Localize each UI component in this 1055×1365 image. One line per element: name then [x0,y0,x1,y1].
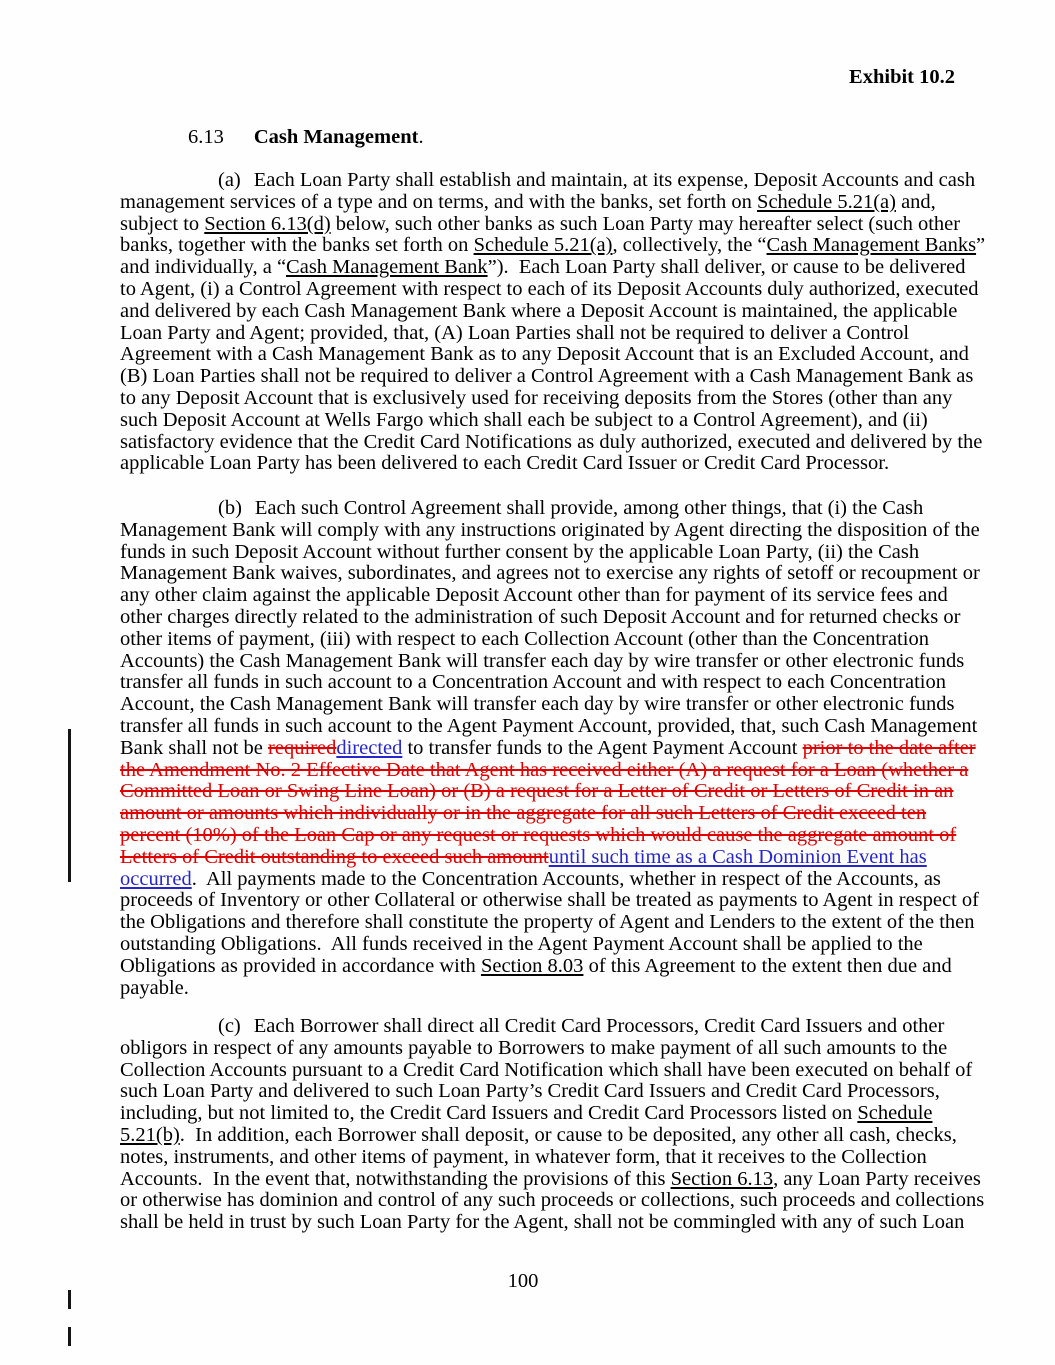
text-line [120,279,1000,301]
underlined-reference: Cash Management Bank [286,256,488,279]
inserted-text: until such time as a Cash Dominion Event has [548,845,927,868]
text-run: Collection Accounts pursuant to a Credit Card Notification which shall have been executed on behalf of [120,1058,973,1081]
text-line [120,651,1000,673]
text-line [120,257,1000,279]
text-line [120,629,1000,651]
text-run: ”). Each Loan Party shall deliver, or cause to be delivered [487,256,966,279]
text-run: other items of payment, (iii) with respect to each Collection Account (other than the Concentration [120,627,929,650]
text-run: Bank shall not be [120,736,269,759]
text-run: obligors in respect of any amounts payable to Borrowers to make payment of all such amounts to the [120,1036,948,1059]
text-run: and delivered by each Cash Management Bank where a Deposit Account is maintained, the applicable [120,299,958,322]
text-run: to any Deposit Account that is exclusively used for receiving deposits from the Stores (other than any [120,386,953,409]
text-line [120,1060,1000,1082]
text-run: management services of a type and on terms, and with the banks, set forth on [120,190,758,213]
text-line [120,1016,1000,1038]
text-run: payable. [120,976,189,999]
text-run: satisfactory evidence that the Credit Card Notifications as duly authorized, executed and delivered by the [120,430,983,453]
text-line [120,1190,1000,1212]
text-run: and, [895,190,936,213]
text-line [120,1081,1000,1103]
text-run: transfer all funds in such account to a Concentration Account and with respect to each Concentration [120,671,946,694]
text-line [120,825,1000,847]
text-line [120,760,1000,782]
underlined-reference: Schedule [857,1102,933,1125]
text-run: Each such Control Agreement shall provide, among other things, that (i) the Cash [254,497,924,519]
section-title: Cash Management [253,126,419,148]
text-run: , any Loan Party receives [773,1167,981,1190]
text-run: proceeds of Inventory or other Collateral or otherwise shall be treated as payments to Agent in respect of [120,889,980,912]
section-number: 6.13 [188,126,224,148]
deleted-text: Letters of Credit outstanding to exceed such amount [120,845,549,868]
text-run: . All payments made to the Concentration Accounts, whether in respect of the Accounts, as [191,867,941,890]
deleted-text: prior to the date after [802,736,976,759]
underlined-reference: 5.21(b) [120,1123,180,1146]
text-run: notes, instruments, and other items of payment, in whatever form, that it receives to the Collection [120,1145,927,1168]
text-line [120,978,1000,1000]
text-run: (c) [218,1015,241,1037]
text-line [120,432,1000,454]
text-run: banks, together with the banks set forth on [120,234,474,257]
text-run: Loan Party and Agent; provided, that, (A) Loan Parties shall not be required to deliver a Control [120,321,910,344]
text-line [120,869,1000,891]
section-title-period: . [418,126,424,148]
revision-change-bar-small [68,1327,71,1346]
text-run: any other claim against the applicable Deposit Account other than for payment of its service fees and [120,584,948,607]
section-heading [188,126,424,149]
text-line [120,366,1000,388]
paragraph-b [120,498,1000,999]
text-line [120,453,1000,475]
text-run: of this Agreement to the extent then due and [583,954,952,977]
text-line [120,192,1000,214]
paragraph-a [120,170,1000,475]
text-line [120,847,1000,869]
revision-change-bar-small [68,1290,71,1309]
text-run: shall be held in trust by such Loan Party for the Agent, shall not be commingled with any of such Loan [120,1211,965,1234]
underlined-reference: Cash Management Banks [766,234,977,257]
deleted-text: amount or amounts which individually or in the aggregate for all such Letters of Credit exceed ten [120,802,927,825]
text-run: Each Borrower shall direct all Credit Card Processors, Credit Card Issuers and other [253,1015,945,1037]
text-line [120,563,1000,585]
text-line [120,323,1000,345]
text-run: . In addition, each Borrower shall deposit, or cause to be deposited, any other all cash, checks, [179,1123,957,1146]
text-line [120,716,1000,738]
text-run: the Obligations and therefore shall constitute the property of Agent and Lenders to the extent of the then [120,911,975,934]
text-line [120,607,1000,629]
inserted-text: directed [336,736,403,759]
text-run: subject to [120,212,205,235]
text-run: including, but not limited to, the Credit Card Issuers and Credit Card Processors listed on [120,1102,858,1125]
text-line [120,542,1000,564]
underlined-reference: Section 6.13 [670,1167,774,1190]
text-run: (a) [218,169,241,191]
text-line [120,912,1000,934]
text-line [120,1212,1000,1234]
text-run: outstanding Obligations. All funds received in the Agent Payment Account shall be applied to the [120,932,923,955]
text-line [120,214,1000,236]
text-line [120,235,1000,257]
text-line [120,1147,1000,1169]
page-number: 100 [507,1270,539,1292]
text-line [120,1125,1000,1147]
text-line [120,1169,1000,1191]
text-run: below, such other banks as such Loan Party may hereafter select (such other [330,212,961,235]
text-run: Accounts. In the event that, notwithstanding the provisions of this [120,1167,671,1190]
text-line [120,585,1000,607]
text-run: (b) [218,497,242,519]
text-run: ” [976,234,986,257]
text-run: to Agent, (i) a Control Agreement with respect to each of its Deposit Accounts duly authorized, executed [120,277,979,300]
text-line [120,498,1000,520]
text-line [120,301,1000,323]
text-run: funds in such Deposit Account without further consent by the applicable Loan Party, (ii) the Cash [120,540,920,563]
text-run: applicable Loan Party has been delivered to each Credit Card Issuer or Credit Card Processor. [120,452,890,475]
text-run: such Loan Party and delivered to such Loan Party’s Credit Card Issuers and Credit Card Processors, [120,1080,940,1103]
text-run: such Deposit Account at Wells Fargo which shall each be subject to a Control Agreement), and (ii) [120,408,928,431]
underlined-reference: Schedule 5.21(a) [473,234,613,257]
text-run: or otherwise has dominion and control of any such proceeds or collections, such proceeds and collections [120,1189,985,1212]
text-run: other charges directly related to the administration of such Deposit Account and for returned checks or [120,605,961,628]
text-line [120,890,1000,912]
paragraph-c [120,1016,1000,1234]
underlined-reference: Section 6.13(d) [204,212,331,235]
text-run: Management Bank waives, subordinates, and agrees not to exercise any rights of setoff or recoupment or [120,562,980,585]
text-line [120,410,1000,432]
text-run: Obligations as provided in accordance with [120,954,481,977]
text-run: transfer all funds in such account to the Agent Payment Account, provided, that, such Cash Management [120,714,978,737]
text-line [120,170,1000,192]
inserted-text: occurred [120,867,192,890]
text-line [120,781,1000,803]
text-line [120,520,1000,542]
text-run: Each Loan Party shall establish and maintain, at its expense, Deposit Accounts and cash [253,169,976,191]
text-line [120,672,1000,694]
text-run: Accounts) the Cash Management Bank will transfer each day by wire transfer or other electronic funds [120,649,965,672]
text-line [120,956,1000,978]
text-line [120,694,1000,716]
text-run: to transfer funds to the Agent Payment Account [402,736,803,759]
text-line [120,1103,1000,1125]
deleted-text: percent (10%) of the Loan Cap or any request or requests which would cause the aggregate amount of [120,823,957,846]
deleted-text: Committed Loan or Swing Line Loan) or (B) a request for a Letter of Credit or Letters of Credit in an [120,780,954,803]
revision-change-bar [68,729,71,882]
underlined-reference: Schedule 5.21(a) [757,190,896,213]
text-run: (B) Loan Parties shall not be required to deliver a Control Agreement with a Cash Management Bank as [120,365,974,388]
text-run: Account, the Cash Management Bank will transfer each day by wire transfer or other electronic funds [120,693,955,716]
deleted-text: required [268,736,337,759]
text-line [120,344,1000,366]
deleted-text: the Amendment No. 2 Effective Date that Agent has received either (A) a request for a Loan (whether a [120,758,969,781]
text-run: , collectively, the “ [612,234,767,257]
text-run: and individually, a “ [120,256,287,279]
text-line [120,388,1000,410]
text-line [120,738,1000,760]
text-run: Management Bank will comply with any instructions originated by Agent directing the disposition of the [120,518,980,541]
text-run: Agreement with a Cash Management Bank as to any Deposit Account that is an Excluded Account, and [120,343,969,366]
text-line [120,1038,1000,1060]
underlined-reference: Section 8.03 [480,954,584,977]
text-line [120,934,1000,956]
text-line [120,803,1000,825]
exhibit-label: Exhibit 10.2 [849,66,955,88]
